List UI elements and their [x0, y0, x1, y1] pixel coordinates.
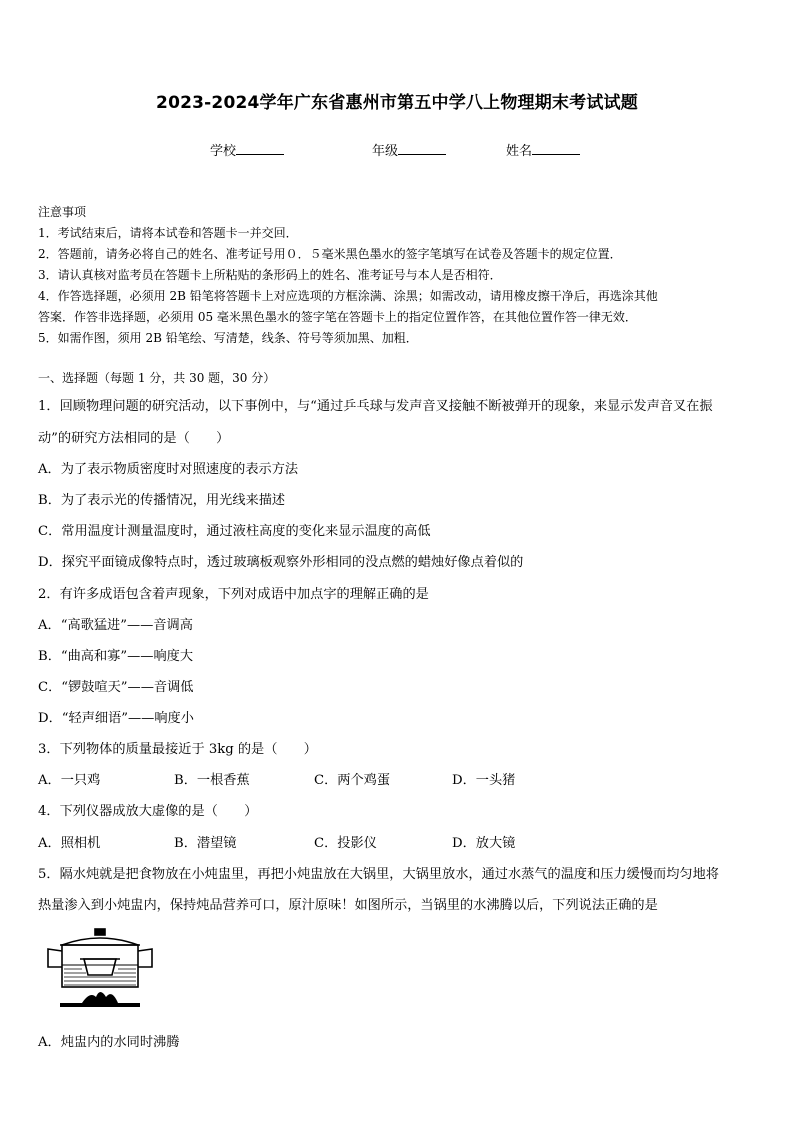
- school-field: [210, 140, 284, 159]
- question-2-option: A．“高歌猛进”——音调高: [38, 618, 193, 633]
- pot-handle-left: [48, 949, 62, 967]
- question-1-option: A．为了表示物质密度时对照速度的表示方法: [38, 462, 299, 477]
- inner-stew-bowl: [84, 959, 116, 975]
- notice-heading: 注意事项: [38, 205, 87, 219]
- question-1-option: B．为了表示光的传播情况，用光线来描述: [38, 493, 286, 508]
- question-4-option: B．潜望镜: [174, 836, 237, 851]
- notice-item: 3．请认真核对监考员在答题卡上所粘贴的条形码上的姓名、准考证号与本人是否相符．: [38, 268, 502, 282]
- question-4-option: A．照相机: [38, 836, 101, 851]
- question-2-option: B．“曲高和寡”——响度大: [38, 649, 194, 664]
- question-5-option: A．炖盅内的水同时沸腾: [38, 1035, 180, 1050]
- name-field: [506, 140, 580, 159]
- question-2-stem: 2．有许多成语包含着声现象，下列对成语中加点字的理解正确的是: [38, 587, 429, 602]
- page-title: 2023-2024学年广东省惠州市第五中学八上物理期末考试试题: [156, 93, 638, 113]
- name-label: 姓名: [506, 144, 533, 159]
- question-1-option: D．探究平面镜成像特点时，透过玻璃板观察外形相同的没点燃的蜡烛好像点着似的: [38, 555, 524, 570]
- question-5-stem: 5．隔水炖就是把食物放在小炖盅里，再把小炖盅放在大锅里，大锅里放水，通过水蒸气的温度和压力缓慢而均匀地将: [38, 867, 719, 882]
- school-blank: [236, 142, 284, 155]
- question-4-option: D．放大镜: [452, 836, 516, 851]
- double-boiler-pot-figure: [40, 925, 158, 1013]
- pot-lid: [62, 938, 138, 945]
- notice-item: 答案．作答非选择题，必须用 05 毫米黑色墨水的签字笔在答题卡上的指定位置作答，在其他位置作答一律无效．: [38, 310, 637, 324]
- notice-item: 2．答题前，请务必将自己的姓名、准考证号用０．５毫米黑色墨水的签字笔填写在试卷及答题卡的规定位置．: [38, 247, 622, 261]
- notice-item: 4．作答选择题，必须用 2B 铅笔将答题卡上对应选项的方框涂满、涂黑；如需改动，请用橡皮擦干净后，再选涂其他: [38, 289, 658, 303]
- question-2-option: D．“轻声细语”——响度小: [38, 711, 194, 726]
- lid-knob: [95, 929, 105, 935]
- question-1-stem: 动”的研究方法相同的是（ ）: [38, 431, 230, 446]
- question-1-option: C．常用温度计测量温度时，通过液柱高度的变化来显示温度的高低: [38, 524, 431, 539]
- name-blank: [532, 142, 580, 155]
- stove-flame: [60, 992, 140, 1007]
- notice-item: 1．考试结束后，请将本试卷和答题卡一并交回．: [38, 226, 298, 240]
- grade-blank: [398, 142, 446, 155]
- grade-field: [372, 140, 446, 159]
- pot-handle-right: [138, 949, 152, 967]
- question-3-option: C．两个鸡蛋: [314, 773, 391, 788]
- question-5-stem: 热量渗入到小炖盅内，保持炖品营养可口，原汁原味！如图所示，当锅里的水沸腾以后，下列说法正确的是: [38, 898, 658, 913]
- notice-item: 5．如需作图，须用 2B 铅笔绘、写清楚，线条、符号等须加黑、加粗．: [38, 331, 418, 345]
- question-3-stem: 3．下列物体的质量最接近于 3kg 的是（ ）: [38, 742, 317, 757]
- grade-label: 年级: [372, 144, 399, 159]
- question-2-option: C．“锣鼓喧天”——音调低: [38, 680, 194, 695]
- question-4-option: C．投影仪: [314, 836, 377, 851]
- question-1-stem: 1．回顾物理问题的研究活动，以下事例中，与“通过乒乓球与发声音叉接触不断被弹开的现象，来显示发声音叉在振: [38, 399, 713, 414]
- question-3-option: B．一根香蕉: [174, 773, 250, 788]
- section-heading: 一、选择题（每题 1 分，共 30 题，30 分）: [38, 371, 276, 385]
- question-4-stem: 4．下列仪器成放大虚像的是（ ）: [38, 804, 258, 819]
- question-3-option: A．一只鸡: [38, 773, 101, 788]
- question-3-option: D．一头猪: [452, 773, 516, 788]
- school-label: 学校: [210, 144, 237, 159]
